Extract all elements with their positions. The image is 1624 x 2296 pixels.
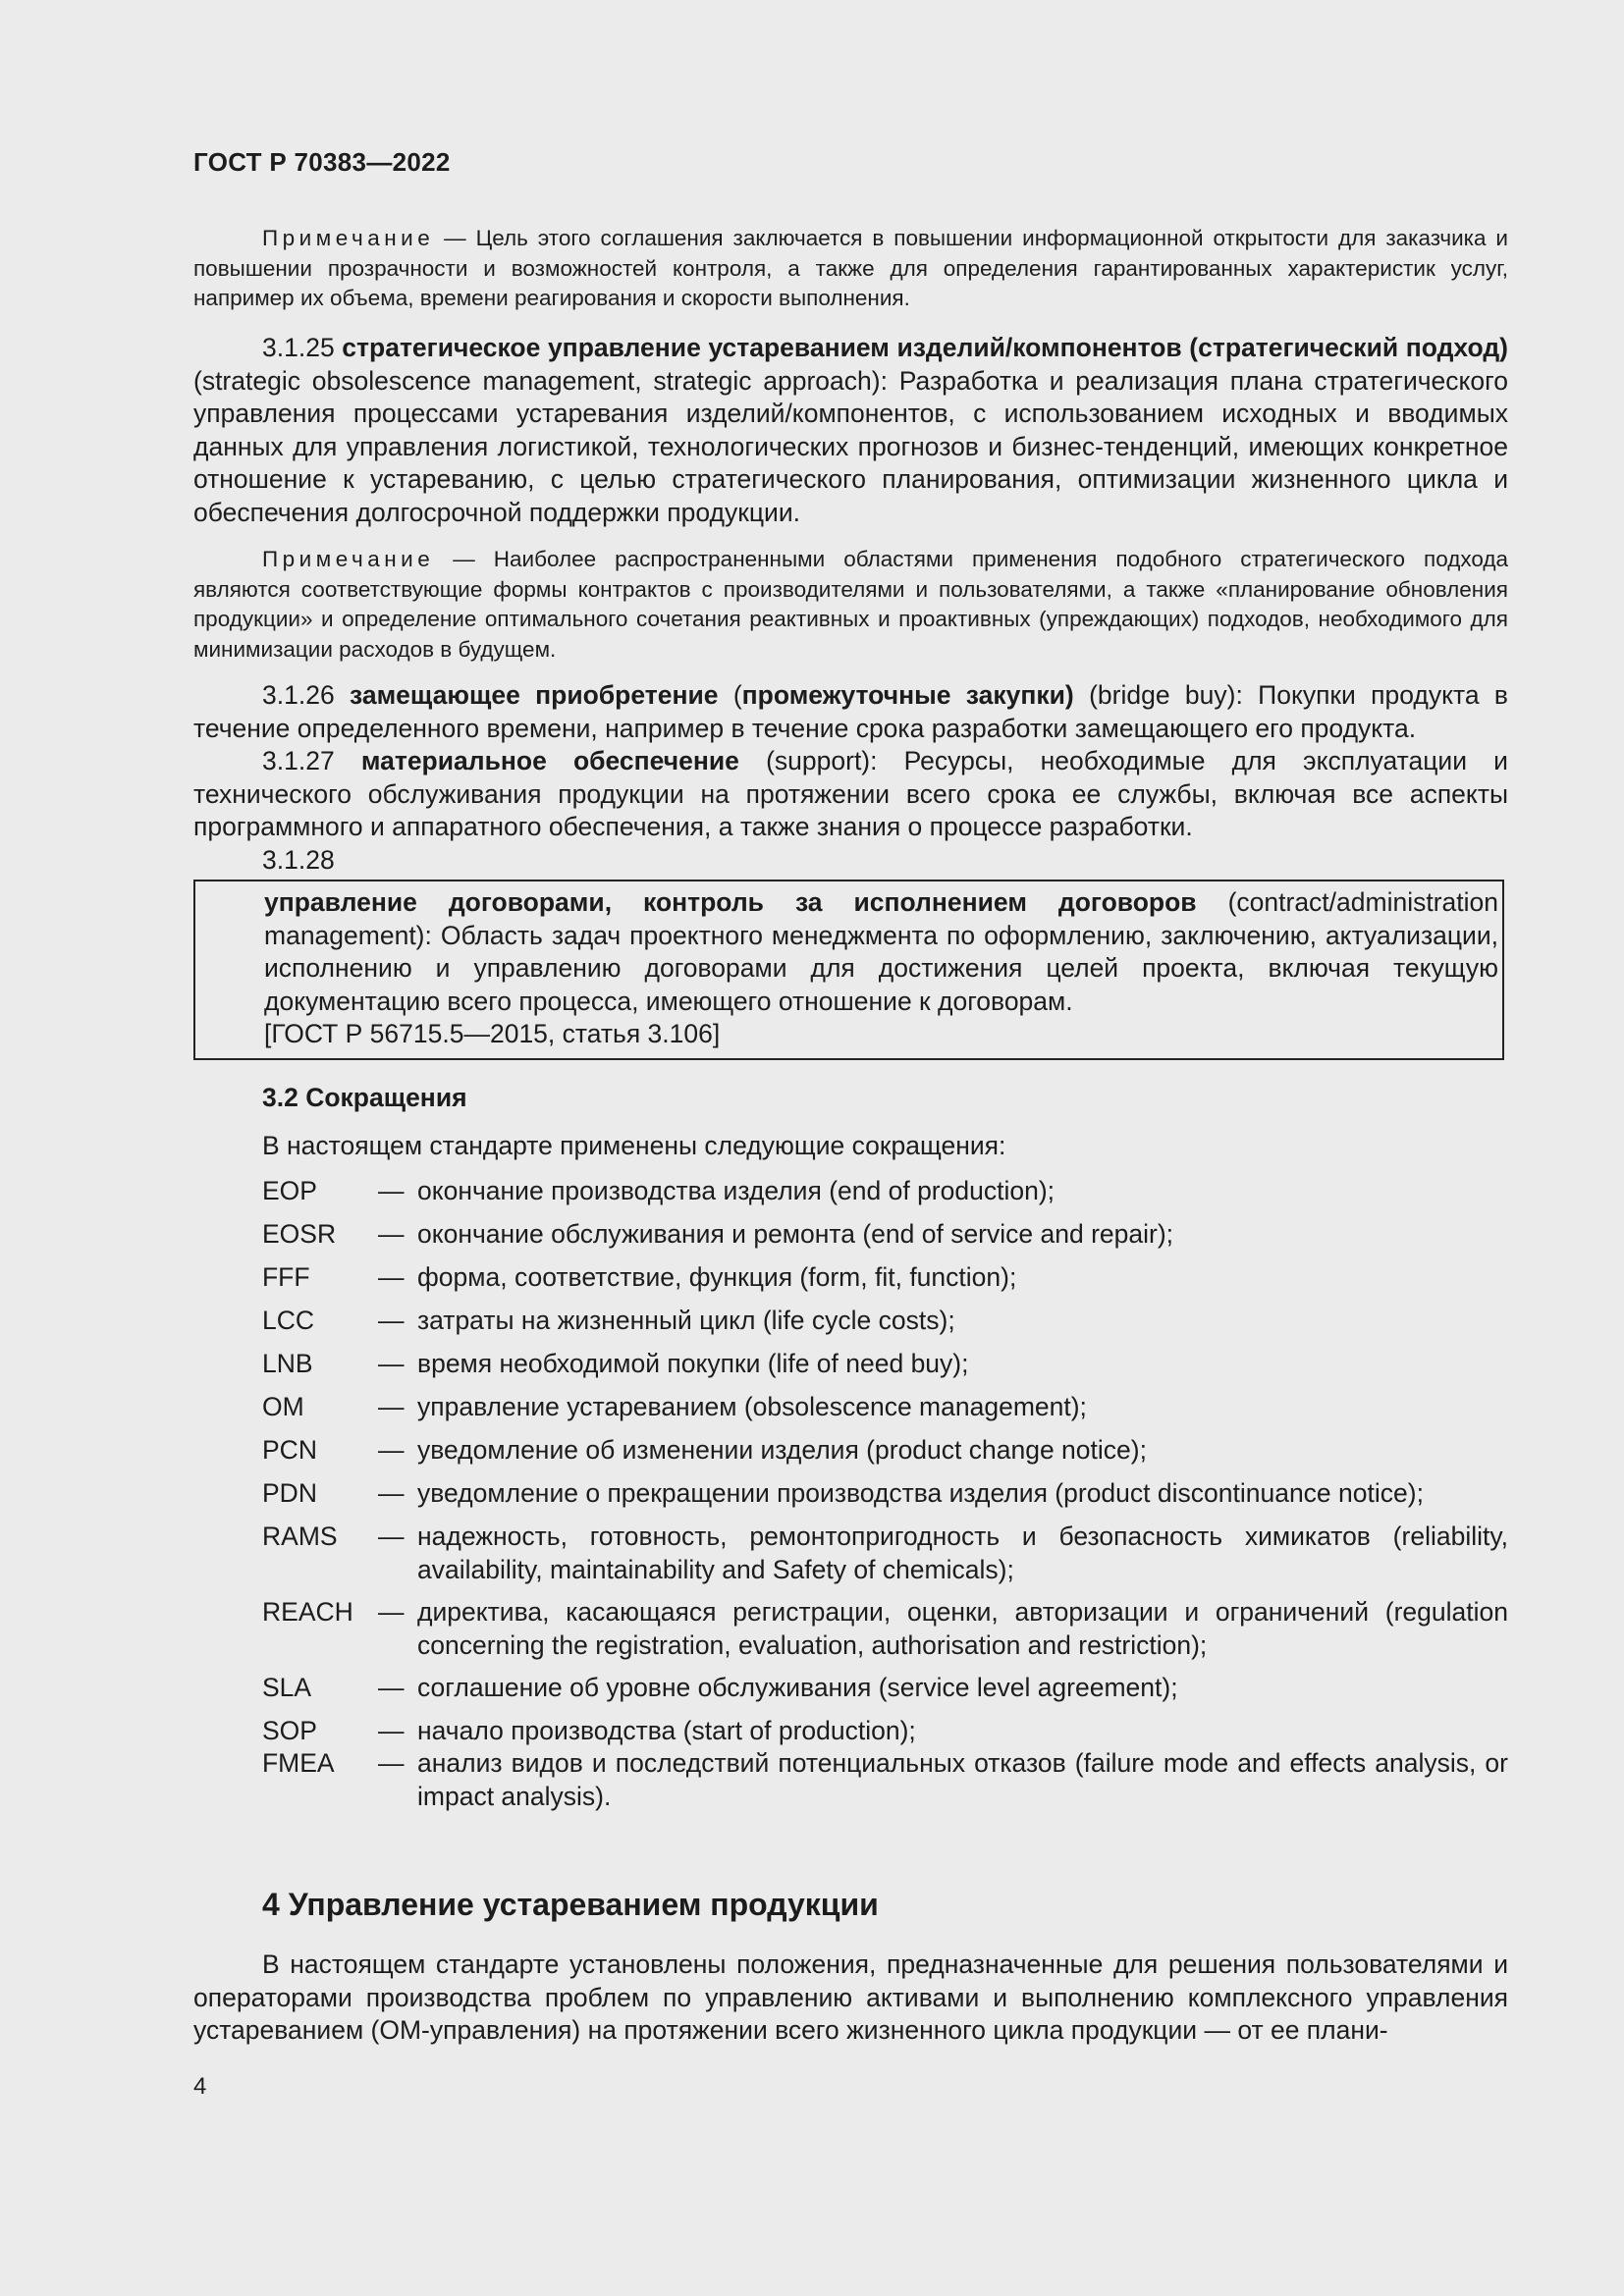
term-3-1-28-content xyxy=(264,886,1498,1051)
section-3-2-title: 3.2 Сокращения xyxy=(262,1083,467,1112)
abbreviation-code: SLA xyxy=(262,1673,312,1702)
abbreviation-code: EOSR xyxy=(262,1219,337,1249)
term-source: [ГОСТ Р 56715.5—2015, статья 3.106] xyxy=(264,1019,721,1048)
abbreviation-definition: анализ видов и последствий потенциальных отказов (failure mode and effects analysis, or impact analysis). xyxy=(417,1748,1508,1811)
term-3-1-25 xyxy=(193,332,1508,529)
term-english: (strategic obsolescence management, strategic approach): xyxy=(193,365,899,396)
abbreviation-definition: начало производства (start of production); xyxy=(417,1716,916,1745)
term-paren: ( xyxy=(718,680,742,710)
abbreviation-code: RAMS xyxy=(262,1522,338,1551)
term-number: 3.1.27 xyxy=(262,746,361,775)
abbreviation-dash: — xyxy=(378,1597,405,1627)
note-1 xyxy=(193,224,1508,314)
abbreviation-definition: затраты на жизненный цикл (life cycle costs); xyxy=(417,1306,955,1335)
term-3-1-28-box xyxy=(193,880,1504,1060)
abbreviation-dash: — xyxy=(378,1349,405,1378)
term-english: (support): xyxy=(738,746,904,775)
abbreviation-definition: уведомление о прекращении производства изделия (product discontinuance notice); xyxy=(417,1478,1424,1508)
abbreviation-definition: окончание производства изделия (end of production); xyxy=(417,1176,1056,1205)
term-english: (contract/administration management): xyxy=(264,887,1498,950)
abbreviation-dash: — xyxy=(378,1306,405,1335)
abbreviation-dash: — xyxy=(378,1219,405,1249)
abbreviation-dash: — xyxy=(378,1176,405,1205)
term-number: 3.1.26 xyxy=(262,680,351,710)
section-4-title: 4 Управление устареванием продукции xyxy=(262,1887,879,1922)
abbreviation-definition: управление устареванием (obsolescence management); xyxy=(417,1392,1087,1421)
note-text: — Наиболее распространенными областями применения подобного стратегического подхода являются соответствующие формы контрактов с производителями и пользователями, а также «планирование обновления продукции» и определение оптимального сочетания реактивных и проактивных (упреждающих) подходов, необходимого для минимизации расходов в будущем. xyxy=(193,547,1508,662)
term-definition: Покупки продукта в течение определенного времени, например в течение срока разработки замещающего его продукта. xyxy=(193,680,1508,743)
term-3-1-27 xyxy=(193,745,1508,844)
section-4-paragraph: В настоящем стандарте установлены положения, предназначенные для решения пользователями и операторами производства проблем по управлению активами и выполнению комплексного управления устареванием (ОМ-управления) на протяжении всего жизненного цикла продукции — от ее плани- xyxy=(193,1949,1508,2045)
abbreviation-dash: — xyxy=(378,1262,405,1292)
abbreviation-definition: окончание обслуживания и ремонта (end of service and repair); xyxy=(417,1219,1174,1249)
abbreviation-code: PDN xyxy=(262,1478,317,1508)
term-3-1-28-text xyxy=(264,886,1498,1018)
abbreviation-dash: — xyxy=(378,1435,405,1465)
term-3-1-28-number: 3.1.28 xyxy=(262,845,335,875)
abbreviation-dash: — xyxy=(378,1522,405,1551)
abbreviation-definition: уведомление об изменении изделия (product change notice); xyxy=(417,1435,1147,1465)
abbreviation-definition: соглашение об уровне обслуживания (service level agreement); xyxy=(417,1673,1178,1702)
term-number: 3.1.25 xyxy=(262,333,343,362)
term-title: замещающее приобретение xyxy=(350,680,719,710)
abbreviation-code: PCN xyxy=(262,1435,317,1465)
term-title: материальное обеспечение xyxy=(360,746,739,775)
note-text: — Цель этого соглашения заключается в повышении информационной открытости для заказчика и повышении прозрачности и возможностей контроля, а также для определения гарантированных характеристик услуг, например их объема, времени реагирования и скорости выполнения. xyxy=(193,226,1508,310)
term-definition: Ресурсы, необходимые для эксплуатации и технического обслуживания продукции на протяжении всего срока ее службы, включая все аспекты программного и аппаратного обеспечения, а также знания о процессе разработки. xyxy=(193,746,1508,841)
term-definition: Область задач проектного менеджмента по оформлению, заключению, актуализации, исполнению и управлению договорами для достижения целей проекта, включая текущую документацию всего процесса, имеющего отношение к договорам. xyxy=(264,920,1498,1016)
term-title: стратегическое управление устареванием изделий/компонентов (стратегический подход) xyxy=(342,333,1508,362)
abbreviation-code: SOP xyxy=(262,1716,317,1745)
abbreviation-code: REACH xyxy=(262,1597,353,1627)
term-3-1-26 xyxy=(193,679,1508,745)
abbreviation-definition: время необходимой покупки (life of need buy); xyxy=(417,1349,969,1378)
abbreviation-dash: — xyxy=(378,1478,405,1508)
abbreviation-definition: директива, касающаяся регистрации, оценки, авторизации и ограничений (regulation concerning the registration, evaluation, authorisation and restriction); xyxy=(417,1597,1508,1660)
page-number: 4 xyxy=(193,2073,207,2100)
abbreviation-dash: — xyxy=(378,1716,405,1745)
note-label: Примечание xyxy=(262,226,435,250)
abbreviation-definition: надежность, готовность, ремонтопригодность и безопасность химикатов (reliability, availability, maintainability and Safety of chemicals); xyxy=(417,1522,1508,1584)
term-title-2: промежуточные закупки) xyxy=(741,680,1074,710)
abbreviation-code: FMEA xyxy=(262,1748,335,1778)
abbreviation-dash: — xyxy=(378,1392,405,1421)
abbreviation-code: OM xyxy=(262,1392,304,1421)
document-header: ГОСТ Р 70383—2022 xyxy=(193,147,451,177)
term-title: управление договорами, контроль за исполнением договоров xyxy=(264,887,1197,917)
note-2 xyxy=(193,545,1508,665)
abbreviation-dash: — xyxy=(378,1748,405,1778)
note-label: Примечание xyxy=(262,547,435,571)
abbreviation-definition: форма, соответствие, функция (form, fit, function); xyxy=(417,1262,1017,1292)
abbreviation-code: EOP xyxy=(262,1176,317,1205)
abbreviation-code: FFF xyxy=(262,1262,310,1292)
abbreviation-dash: — xyxy=(378,1673,405,1702)
term-definition: Разработка и реализация плана стратегического управления процессами устаревания изделий/компонентов, с использованием исходных и вводимых данных для управления логистикой, технологических прогнозов и бизнес-тенденций, имеющих конкретное отношение к устареванию, с целью стратегического планирования, оптимизации жизненного цикла и обеспечения долгосрочной поддержки продукции. xyxy=(193,365,1508,527)
term-english: (bridge buy): xyxy=(1073,680,1259,710)
abbreviations-intro: В настоящем стандарте применены следующие сокращения: xyxy=(262,1131,1006,1160)
abbreviation-code: LCC xyxy=(262,1306,315,1335)
abbreviation-code: LNB xyxy=(262,1349,313,1378)
